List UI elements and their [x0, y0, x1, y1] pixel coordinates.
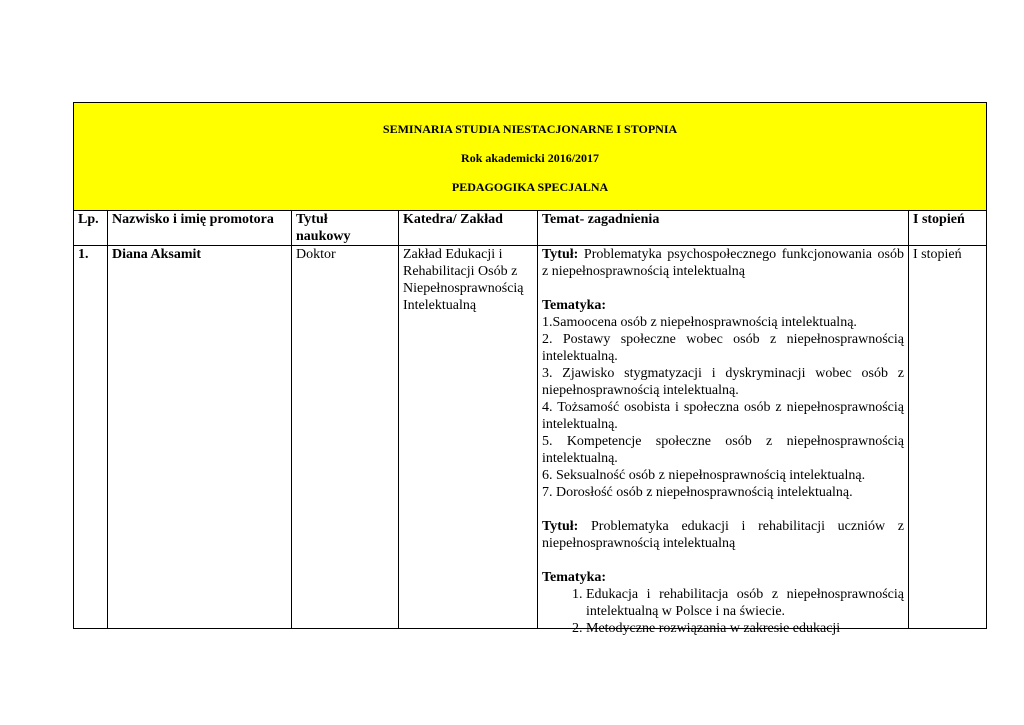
col-level: I stopień [909, 211, 987, 246]
topic-2-label: Tytuł: [542, 519, 579, 534]
header-title: SEMINARIA STUDIA NIESTACJONARNE I STOPNIA [382, 122, 678, 136]
topic-2-text: Problematyka edukacji i rehabilitacji uczniów z niepełnosprawnością intelektualną [542, 519, 904, 551]
column-header-row [74, 211, 987, 246]
topic-2-list [542, 586, 904, 637]
topic-1-text: Problematyka psychospołecznego funkcjonowania osób z niepełnosprawnością intelektualną [542, 247, 904, 279]
list-item: 1.Samoocena osób z niepełnosprawnością intelektualną. [542, 315, 857, 330]
table-row [74, 246, 987, 629]
row-lp: 1. [74, 246, 108, 629]
row-promotor-name: Diana Aksamit [108, 246, 292, 629]
topic-2 [542, 518, 904, 552]
row-topics [538, 246, 909, 636]
header-academic-year: Rok akademicki 2016/2017 [461, 151, 600, 165]
col-dept: Katedra/ Zakład [399, 211, 538, 246]
topic-1 [542, 246, 904, 280]
list-item: 5. Kompetencje społeczne osób z niepełnosprawnością intelektualną. [542, 434, 904, 466]
col-lp: Lp. [74, 211, 108, 246]
topic-1-label: Tytuł: [542, 247, 579, 262]
tematyka-1-label: Tematyka: [542, 298, 607, 313]
list-item: 6. Seksualność osób z niepełnosprawnością intelektualną. [542, 468, 866, 483]
seminar-table [73, 102, 987, 636]
col-topic: Temat- zagadnienia [538, 211, 909, 246]
col-title-line2: naukowy [296, 229, 351, 244]
col-name: Nazwisko i imię promotora [108, 211, 292, 246]
list-item: 3. Zjawisko stygmatyzacji i dyskryminacji wobec osób z niepełnosprawnością intelektualną. [542, 366, 904, 398]
row-level: I stopień [909, 246, 987, 629]
row-academic-title: Doktor [292, 246, 399, 629]
header-field: PEDAGOGIKA SPECJALNA [451, 180, 609, 194]
table-header-banner [74, 103, 987, 211]
list-item: 1. Edukacja i rehabilitacja osób z niepełnosprawnością intelektualną w Polsce i na świecie. [586, 586, 904, 620]
list-item: 2. Postawy społeczne wobec osób z niepełnosprawnością intelektualną. [542, 332, 904, 364]
list-item: 4. Tożsamość osobista i społeczna osób z niepełnosprawnością intelektualną. [542, 400, 904, 432]
tematyka-2-label: Tematyka: [542, 570, 607, 585]
list-item: 7. Dorosłość osób z niepełnosprawnością intelektualną. [542, 485, 853, 500]
col-title-line1: Tytuł [296, 212, 328, 227]
row-department: Zakład Edukacji i Rehabilitacji Osób z Niepełnosprawnością Intelektualną [399, 246, 538, 629]
col-title [292, 211, 399, 246]
list-item: 2. Metodyczne rozwiązania w zakresie edukacji [586, 620, 904, 637]
